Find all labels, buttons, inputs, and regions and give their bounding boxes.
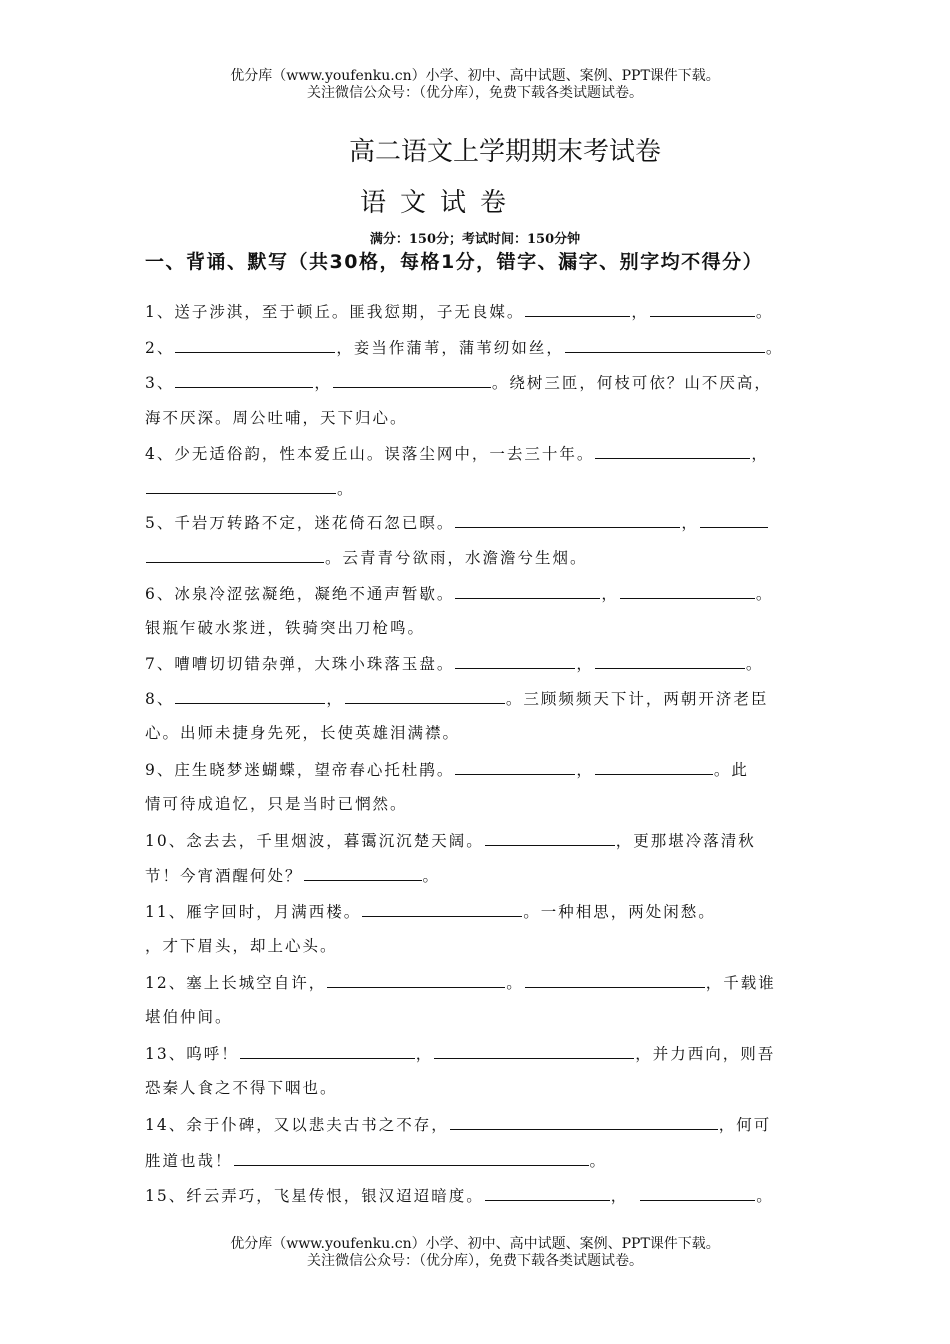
question-4: 4、少无适俗韵，性本爱丘山。误落尘网中，一去三十年。 ，	[145, 442, 807, 465]
exam-subtitle: 语文试卷	[359, 188, 520, 218]
answer-blank[interactable]	[333, 371, 491, 388]
header-line-1: 优分库（www.youfenku.cn）小学、初中、高中试题、案例、PPT课件下载。	[230, 68, 720, 84]
question-8-cont: 心。出师未捷身先死，长使英雄泪满襟。	[145, 724, 461, 742]
answer-blank[interactable]	[595, 652, 745, 669]
question-5: 5、千岩万转路不定，迷花倚石忽已暝。 ，	[145, 511, 807, 534]
question-9-cont: 情可待成追忆，只是当时已惘然。	[145, 795, 408, 813]
answer-blank[interactable]	[700, 511, 768, 528]
answer-blank[interactable]	[455, 511, 680, 528]
answer-blank[interactable]	[525, 300, 630, 317]
answer-blank[interactable]	[175, 336, 335, 353]
question-11: 11、雁字回时，月满西楼。 。一种相思，两处闲愁。	[145, 900, 807, 923]
answer-blank[interactable]	[175, 687, 325, 704]
answer-blank[interactable]	[485, 829, 615, 846]
exam-meta: 满分：150分；考试时间：150分钟	[369, 232, 581, 247]
question-3-cont: 海不厌深。周公吐哺，天下归心。	[145, 409, 408, 427]
answer-blank[interactable]	[362, 900, 522, 917]
question-11-cont: ，才下眉头，却上心头。	[145, 937, 338, 955]
exam-title: 高二语文上学期期末考试卷	[348, 137, 661, 167]
question-14-cont: 胜道也哉！ 。	[145, 1149, 807, 1172]
question-3: 3、 ， 。绕树三匝，何枝可依？山不厌高，	[145, 371, 807, 394]
answer-blank[interactable]	[595, 758, 713, 775]
question-4-cont: 。	[145, 477, 807, 500]
answer-blank[interactable]	[595, 442, 750, 459]
footer-line-2: 关注微信公众号：（优分库），免费下载各类试题试卷。	[307, 1253, 643, 1269]
question-2: 2、 ，妾当作蒲苇，蒲苇纫如丝， 。	[145, 336, 807, 359]
answer-blank[interactable]	[327, 971, 505, 988]
question-7: 7、嘈嘈切切错杂弹，大珠小珠落玉盘。 ， 。	[145, 652, 807, 675]
page-header	[0, 68, 950, 102]
question-1: 1、送子涉淇，至于顿丘。匪我愆期，子无良媒。 ， 。	[145, 300, 807, 323]
answer-blank[interactable]	[175, 371, 313, 388]
question-13: 13、呜呼！ ， ，并力西向，则吾	[145, 1042, 807, 1065]
answer-blank[interactable]	[565, 336, 765, 353]
answer-blank[interactable]	[450, 1113, 718, 1130]
question-10-cont: 节！今宵酒醒何处？ 。	[145, 864, 807, 887]
question-6-cont: 银瓶乍破水浆迸，铁骑突出刀枪鸣。	[145, 619, 426, 637]
answer-blank[interactable]	[455, 758, 575, 775]
question-6: 6、冰泉冷涩弦凝绝，凝绝不通声暂歇。 ， 。	[145, 582, 807, 605]
answer-blank[interactable]	[525, 971, 705, 988]
answer-blank[interactable]	[455, 652, 575, 669]
question-13-cont: 恐秦人食之不得下咽也。	[145, 1079, 338, 1097]
question-12: 12、塞上长城空自许， 。 ，千载谁	[145, 971, 807, 994]
answer-blank[interactable]	[640, 1184, 755, 1201]
answer-blank[interactable]	[304, 864, 422, 881]
question-15: 15、纤云弄巧，飞星传恨，银汉迢迢暗度。 ， 。	[145, 1184, 807, 1207]
answer-blank[interactable]	[146, 546, 324, 563]
answer-blank[interactable]	[240, 1042, 415, 1059]
question-10: 10、念去去，千里烟波，暮霭沉沉楚天阔。 ，更那堪冷落清秋	[145, 829, 807, 852]
answer-blank[interactable]	[345, 687, 505, 704]
answer-blank[interactable]	[146, 477, 336, 494]
footer-line-1: 优分库（www.youfenku.cn）小学、初中、高中试题、案例、PPT课件下载。	[230, 1236, 720, 1252]
question-5-cont: 。云青青兮欲雨，水澹澹兮生烟。	[145, 546, 807, 569]
answer-blank[interactable]	[455, 582, 600, 599]
section-heading: 一、背诵、默写（共30格，每格1分，错字、漏字、别字均不得分）	[145, 251, 764, 273]
question-8: 8、 ， 。三顾频频天下计，两朝开济老臣	[145, 687, 807, 710]
question-12-cont: 堪伯仲间。	[145, 1008, 233, 1026]
answer-blank[interactable]	[234, 1149, 589, 1166]
question-9: 9、庄生晓梦迷蝴蝶，望帝春心托杜鹃。 ， 。此	[145, 758, 807, 781]
answer-blank[interactable]	[620, 582, 755, 599]
answer-blank[interactable]	[650, 300, 755, 317]
question-14: 14、余于仆碑，又以悲夫古书之不存， ，何可	[145, 1113, 807, 1136]
page-footer	[0, 1236, 950, 1270]
header-line-2: 关注微信公众号：（优分库），免费下载各类试题试卷。	[307, 85, 643, 101]
answer-blank[interactable]	[434, 1042, 634, 1059]
answer-blank[interactable]	[485, 1184, 610, 1201]
